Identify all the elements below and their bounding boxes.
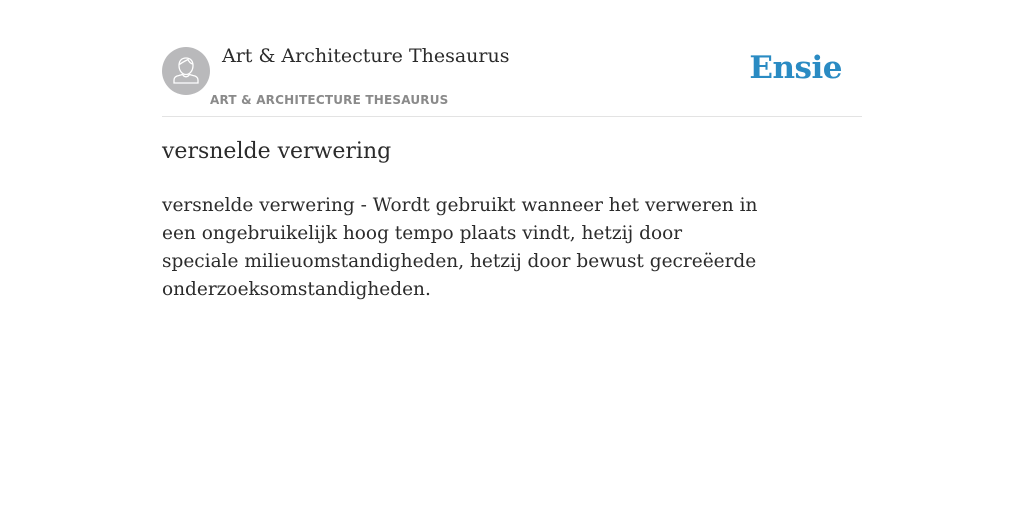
author-category[interactable]: ART & ARCHITECTURE THESAURUS <box>210 93 449 107</box>
header <box>162 0 862 117</box>
ensie-logo[interactable]: Ensie <box>749 50 842 86</box>
avatar[interactable] <box>162 47 210 95</box>
page-title: versnelde verwering <box>162 139 392 164</box>
user-icon <box>162 47 210 95</box>
definition-text: versnelde verwering - Wordt gebruikt wanneer het verweren in een ongebruikelijk hoog tempo plaats vindt, hetzij door speciale milieuomstandigheden, hetzij door bewust gecreëerde onderzoeksomstandigheden. <box>162 195 758 300</box>
author-name[interactable]: Art & Architecture Thesaurus <box>222 45 510 67</box>
